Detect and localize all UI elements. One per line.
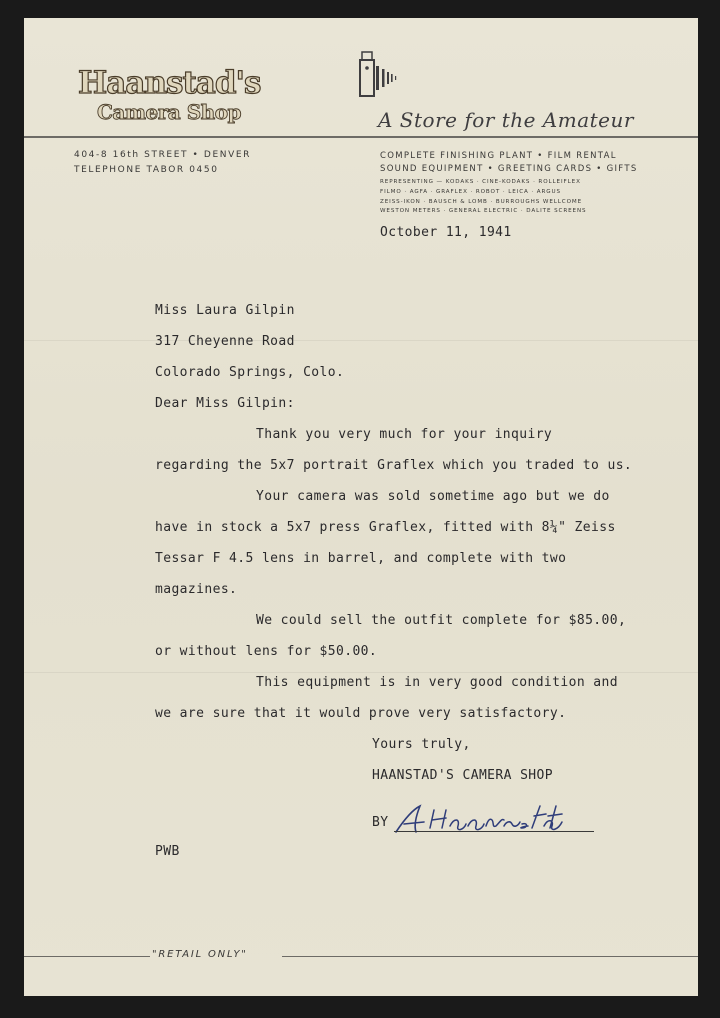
company-name: HAANSTAD'S CAMERA SHOP <box>372 768 553 783</box>
letter-page <box>24 18 698 996</box>
shop-tagline: A Store for the Amateur <box>378 108 634 132</box>
retail-only-label: "RETAIL ONLY" <box>152 949 248 960</box>
typist-initials: PWB <box>155 844 180 859</box>
signature <box>390 802 570 838</box>
brands-line: FILMO · AGFA · GRAFLEX · ROBOT · LEICA · ARGUS <box>380 189 561 195</box>
signature-text: A Haanstad <box>390 802 397 803</box>
body-line: Your camera was sold sometime ago but we do <box>256 489 610 504</box>
body-line: regarding the 5x7 portrait Graflex which you traded to us. <box>155 458 633 473</box>
letter-date: October 11, 1941 <box>380 225 512 240</box>
logo-name: Haanstad's <box>78 65 261 101</box>
salutation: Dear Miss Gilpin: <box>155 396 295 411</box>
body-line: This equipment is in very good condition and <box>256 675 618 690</box>
body-line: Thank you very much for your inquiry <box>256 427 553 442</box>
by-label: BY <box>372 815 389 830</box>
shop-logo <box>78 66 268 130</box>
body-line: Tessar F 4.5 lens in barrel, and complete with two <box>155 551 567 566</box>
body-line: have in stock a 5x7 press Graflex, fitted with 8¼" Zeiss <box>155 520 616 535</box>
services-line: SOUND EQUIPMENT • GREETING CARDS • GIFTS <box>380 164 638 174</box>
brands-line: ZEISS-IKON · BAUSCH & LOMB · BURROUGHS WELLCOME <box>380 199 583 205</box>
fold-crease <box>24 672 698 673</box>
footer-divider <box>282 956 698 957</box>
logo-subname: Camera Shop <box>97 100 242 124</box>
recipient-name: Miss Laura Gilpin <box>155 303 295 318</box>
header-divider <box>24 136 698 138</box>
brands-line: WESTON METERS · GENERAL ELECTRIC · DALITE SCREENS <box>380 208 587 214</box>
recipient-city: Colorado Springs, Colo. <box>155 365 345 380</box>
body-line: We could sell the outfit complete for $85.00, <box>256 613 627 628</box>
brands-line: REPRESENTING — KODAKS · CINE-KODAKS · ROLLEIFLEX <box>380 179 581 185</box>
camera-icon <box>358 48 410 100</box>
recipient-street: 317 Cheyenne Road <box>155 334 295 349</box>
address-line: 404-8 16th STREET • DENVER <box>74 150 251 160</box>
fold-crease <box>24 340 698 341</box>
closing: Yours truly, <box>372 737 471 752</box>
body-line: we are sure that it would prove very satisfactory. <box>155 706 567 721</box>
services-line: COMPLETE FINISHING PLANT • FILM RENTAL <box>380 151 617 161</box>
body-line: or without lens for $50.00. <box>155 644 378 659</box>
telephone-line: TELEPHONE TABOR 0450 <box>74 165 219 175</box>
signature-line <box>394 831 594 832</box>
footer-divider <box>24 956 150 957</box>
body-line: magazines. <box>155 582 238 597</box>
